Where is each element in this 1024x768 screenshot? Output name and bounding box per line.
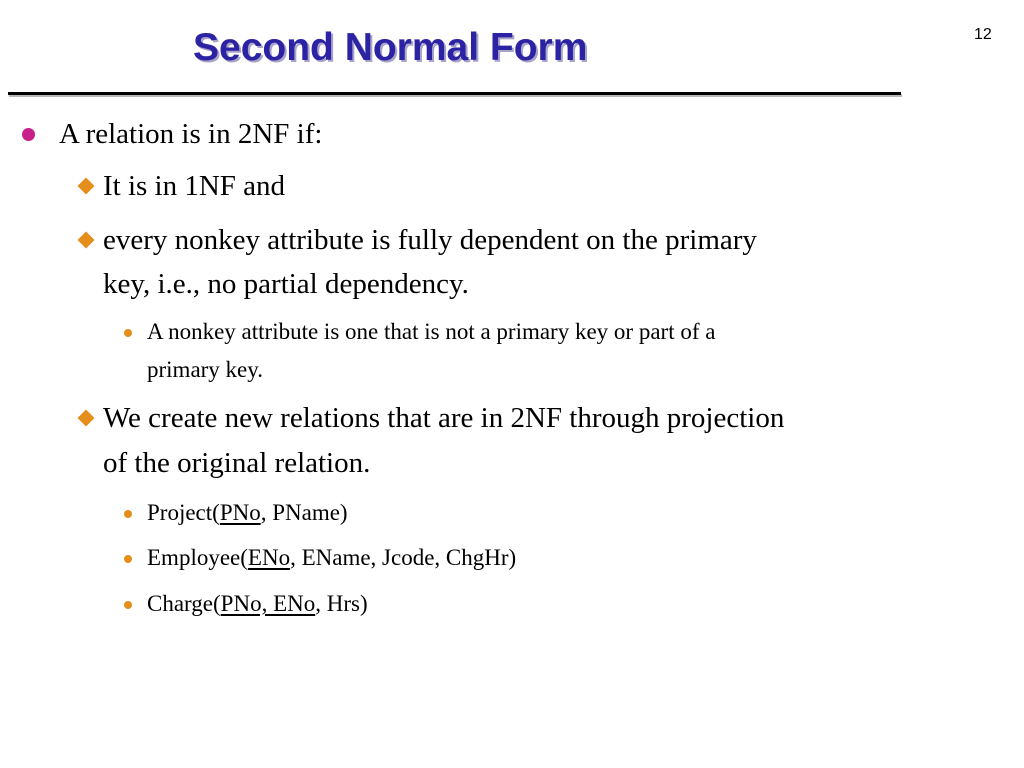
dot-bullet-icon [124, 601, 132, 609]
relation-name: Project( [147, 500, 220, 525]
level1-bullet-icon [22, 128, 35, 141]
relation-name: Charge( [147, 591, 221, 616]
dot-bullet-icon [124, 510, 132, 518]
diamond-bullet-icon [78, 232, 95, 249]
relation-charge [147, 585, 368, 623]
bullet-text: of the original relation. [103, 447, 371, 479]
relation-name: Employee( [147, 545, 248, 570]
bullet-text: every nonkey attribute is fully dependent on the primary [103, 224, 757, 256]
relation-project [147, 494, 348, 532]
relation-attributes: , Hrs) [315, 591, 368, 616]
bullet-text: key, i.e., no partial dependency. [103, 268, 469, 300]
primary-key: PNo [219, 500, 261, 525]
slide-title: Second Normal Form [193, 26, 588, 69]
primary-key: ENo [247, 545, 291, 570]
bullet-text: We create new relations that are in 2NF through projection [103, 402, 785, 434]
bullet-text: It is in 1NF and [103, 170, 286, 202]
diamond-bullet-icon [78, 178, 95, 195]
page-number: 12 [974, 26, 992, 43]
title-divider [8, 92, 901, 95]
bullet-text: primary key. [147, 357, 264, 382]
bullet-text: A relation is in 2NF if: [59, 118, 323, 150]
relation-attributes: , PName) [260, 500, 348, 525]
dot-bullet-icon [124, 555, 132, 563]
relation-employee [147, 539, 516, 577]
relation-attributes: , EName, Jcode, ChgHr) [290, 545, 517, 570]
primary-key: PNo, ENo [220, 591, 316, 616]
diamond-bullet-icon [78, 410, 95, 427]
dot-bullet-icon [124, 329, 132, 337]
bullet-text: A nonkey attribute is one that is not a primary key or part of a [147, 319, 716, 344]
